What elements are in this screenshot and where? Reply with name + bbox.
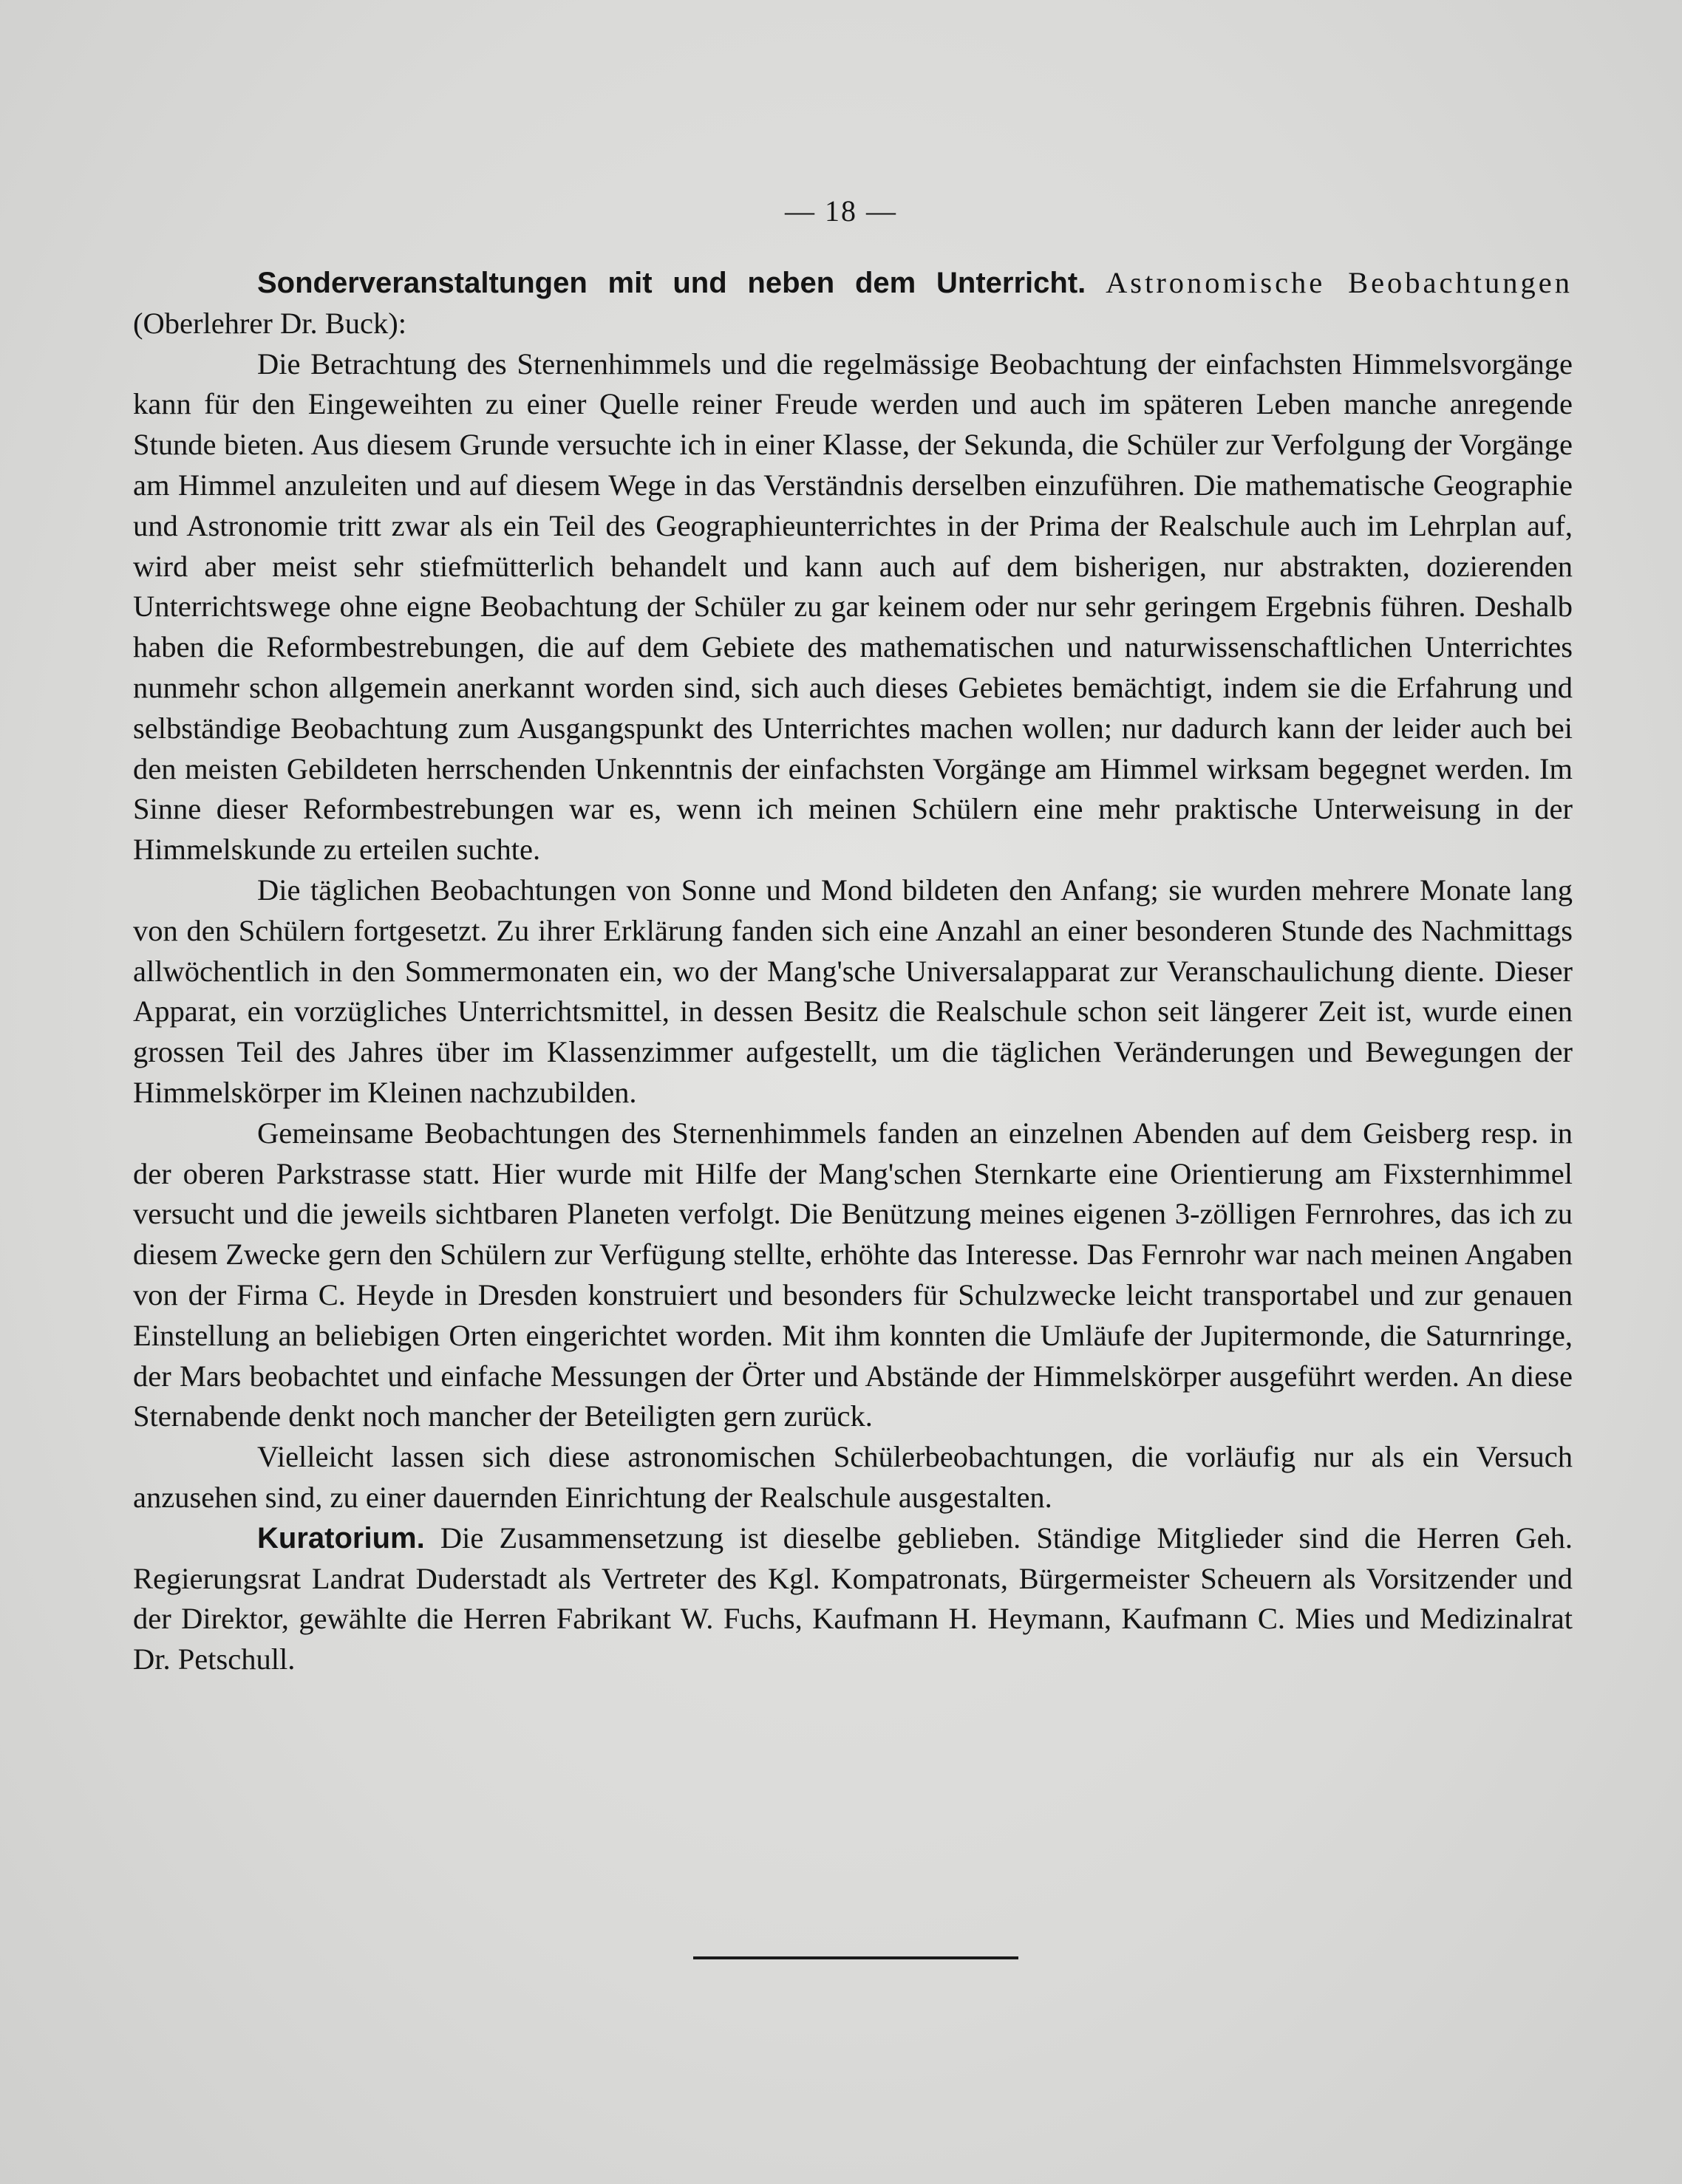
paragraph: Gemeinsame Beobachtungen des Sternenhimmels fanden an einzelnen Abenden auf dem Geisberg resp. in der oberen Parkstrasse statt. Hier wurde mit Hilfe der Mang'schen Sternkarte eine Orientierung am Fixsternhimmel versucht und die jeweils sichtbaren Planeten verfolgt. Die Benützung meines eigenen 3-zölligen Fernrohres, das ich zu diesem Zwecke gern den Schülern zur Verfügung stellte, erhöhte das Interesse. Das Fernrohr war nach meinen Angaben von der Firma C. Heyde in Dresden konstruiert und besonders für Schulzwecke leicht transportabel und zur genauen Einstellung an beliebigen Orten eingerichtet worden. Mit ihm konnten die Umläufe der Jupitermonde, die Saturnringe, der Mars beobachtet und einfache Messungen der Örter und Abstände der Himmelskörper ausgeführt werden. An diese Sternabende denkt noch mancher der Beteiligten gern zurück.: [133, 1116, 1573, 1433]
closing-rule: [693, 1956, 1018, 1959]
section-subtitle-author: (Oberlehrer Dr. Buck):: [133, 306, 406, 340]
paragraph: Vielleicht lassen sich diese astronomischen Schülerbeobachtungen, die vorläufig nur als ein Versuch anzusehen sind, zu einer dauernden Einrichtung der Realschule ausgestalten.: [133, 1440, 1573, 1514]
paragraph: Die Betrachtung des Sternenhimmels und die regelmässige Beobachtung der einfachsten Himmelsvorgänge kann für den Eingeweihten zu einer Quelle reiner Freude werden und auch im späteren Leben manche anregende Stunde bieten. Aus diesem Grunde versuchte ich in einer Klasse, der Sekunda, die Schüler zur Verfolgung der Vorgänge am Himmel anzuleiten und auf diesem Wege in das Verständnis derselben einzuführen. Die mathematische Geographie und Astronomie tritt zwar als ein Teil des Geographieunterrichtes in der Prima der Realschule auch im Lehrplan auf, wird aber meist sehr stiefmütterlich behandelt und kann auch auf dem bisherigen, nur abstrakten, dozierenden Unterrichtswege ohne eigne Beobachtung der Schüler zu gar keinem oder nur sehr geringem Ergebnis führen. Deshalb haben die Reformbestrebungen, die auf dem Gebiete des mathematischen und naturwissenschaftlichen Unterrichtes nunmehr schon allgemein anerkannt worden sind, sich auch dieses Gebietes bemächtigt, indem sie die Erfahrung und selbständige Beobachtung zum Ausgangspunkt des Unterrichtes machen wollen; nur dadurch kann der leider auch bei den meisten Gebildeten herrschenden Unkenntnis der einfachsten Vorgänge am Himmel wirksam begegnet werden. Im Sinne dieser Reformbestrebungen war es, wenn ich meinen Schülern eine mehr praktische Unterweisung in der Himmelskunde zu erteilen suchte.: [133, 347, 1573, 867]
kuratorium-text: Die Zusammensetzung ist dieselbe geblieben. Ständige Mitglieder sind die Herren Geh. Regierungsrat Landrat Duderstadt als Vertreter des Kgl. Kompatronats, Bürgermeister Scheuern als Vorsitzender und der Direktor, gewählte die Herren Fabrikant W. Fuchs, Kaufmann H. Heymann, Kaufmann C. Mies und Medizinalrat Dr. Petschull.: [133, 1521, 1573, 1676]
body-text: [133, 263, 1573, 1680]
section-subtitle: Astronomische Beobachtungen: [1106, 266, 1573, 299]
section-title-kuratorium: Kuratorium.: [257, 1521, 425, 1555]
section-heading-paragraph: [133, 263, 1573, 344]
section-title-sonderveranstaltungen: Sonderveranstaltungen mit und neben dem Unterricht.: [257, 267, 1086, 299]
page-number: — 18 —: [785, 194, 897, 228]
kuratorium-paragraph: [133, 1518, 1573, 1680]
paragraph: Die täglichen Beobachtungen von Sonne und Mond bildeten den Anfang; sie wurden mehrere Monate lang von den Schülern fortgesetzt. Zu ihrer Erklärung fanden sich eine Anzahl an einer besonderen Stunde des Nachmittags allwöchentlich in den Sommermonaten ein, wo der Mang'sche Universalapparat zur Veranschaulichung diente. Dieser Apparat, ein vorzügliches Unterrichtsmittel, in dessen Besitz die Realschule schon seit längerer Zeit ist, wurde einen grossen Teil des Jahres über im Klassenzimmer aufgestellt, um die täglichen Veränderungen und Bewegungen der Himmelskörper im Kleinen nachzubilden.: [133, 873, 1573, 1109]
